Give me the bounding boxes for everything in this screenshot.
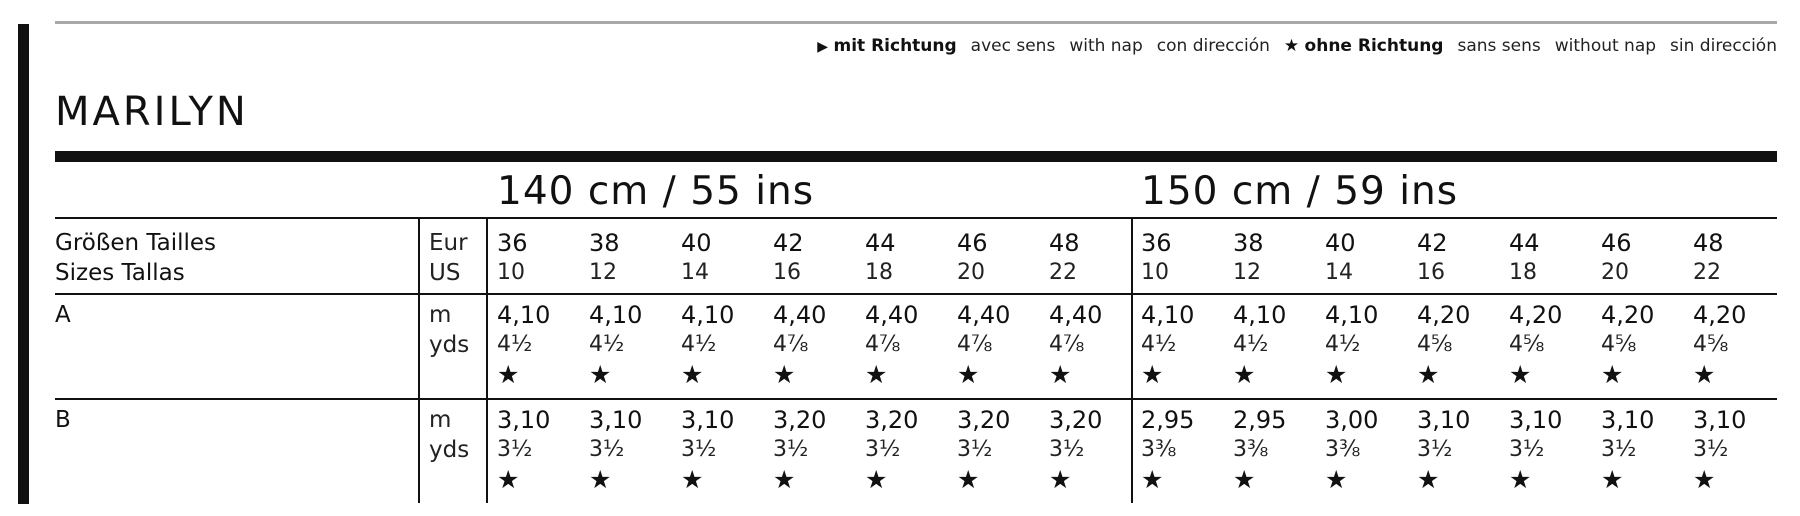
legend-text: mit Richtung bbox=[833, 36, 957, 56]
page-title: MARILYN bbox=[55, 89, 249, 135]
column-divider bbox=[1131, 217, 1133, 503]
eur-size: 42 bbox=[773, 229, 804, 257]
star-icon: ★ bbox=[957, 465, 980, 494]
yards-value: 4⅝ bbox=[1417, 332, 1453, 357]
legend-text: with nap bbox=[1069, 36, 1143, 56]
us-size: 22 bbox=[1049, 260, 1077, 285]
star-icon: ★ bbox=[957, 360, 980, 389]
eur-size: 44 bbox=[1509, 229, 1540, 257]
yards-value: 4⅝ bbox=[1601, 332, 1637, 357]
unit-label: yds bbox=[429, 437, 470, 463]
star-icon: ★ bbox=[865, 360, 888, 389]
eur-size: 36 bbox=[497, 229, 528, 257]
yards-value: 4½ bbox=[497, 332, 533, 357]
size-label: Sizes Tallas bbox=[55, 260, 185, 286]
star-icon: ★ bbox=[1283, 36, 1300, 56]
star-icon: ★ bbox=[497, 465, 520, 494]
meters-value: 2,95 bbox=[1233, 406, 1287, 434]
us-size: 20 bbox=[1601, 260, 1629, 285]
star-icon: ★ bbox=[865, 465, 888, 494]
view-label: B bbox=[55, 407, 71, 433]
meters-value: 4,10 bbox=[497, 301, 551, 329]
eur-size: 36 bbox=[1141, 229, 1172, 257]
meters-value: 3,20 bbox=[1049, 406, 1103, 434]
meters-value: 4,10 bbox=[1141, 301, 1195, 329]
yards-value: 4½ bbox=[1141, 332, 1177, 357]
view-label: A bbox=[55, 302, 71, 328]
meters-value: 3,10 bbox=[589, 406, 643, 434]
table-rule bbox=[55, 217, 1777, 219]
column-divider bbox=[486, 217, 488, 503]
yards-value: 4⅞ bbox=[1049, 332, 1085, 357]
size-label: Größen Tailles bbox=[55, 230, 217, 256]
eur-size: 46 bbox=[1601, 229, 1632, 257]
unit-label: m bbox=[429, 302, 452, 328]
us-size: 14 bbox=[681, 260, 709, 285]
meters-value: 4,40 bbox=[1049, 301, 1103, 329]
eur-size: 40 bbox=[1325, 229, 1356, 257]
left-margin-bar bbox=[18, 24, 29, 504]
nap-legend bbox=[817, 36, 1777, 56]
eur-size: 48 bbox=[1049, 229, 1080, 257]
meters-value: 3,10 bbox=[1693, 406, 1747, 434]
meters-value: 3,10 bbox=[497, 406, 551, 434]
star-icon: ★ bbox=[1693, 360, 1716, 389]
meters-value: 2,95 bbox=[1141, 406, 1195, 434]
with-nap-legend bbox=[817, 36, 956, 56]
unit-label: m bbox=[429, 407, 452, 433]
star-icon: ★ bbox=[497, 360, 520, 389]
meters-value: 3,00 bbox=[1325, 406, 1379, 434]
eur-size: 46 bbox=[957, 229, 988, 257]
table-rule bbox=[55, 293, 1777, 295]
eur-size: 38 bbox=[1233, 229, 1264, 257]
star-icon: ★ bbox=[1325, 360, 1348, 389]
star-icon: ★ bbox=[1693, 465, 1716, 494]
us-size: 16 bbox=[773, 260, 801, 285]
star-icon: ★ bbox=[681, 465, 704, 494]
star-icon: ★ bbox=[1049, 360, 1072, 389]
eur-size: 44 bbox=[865, 229, 896, 257]
star-icon: ★ bbox=[1417, 465, 1440, 494]
title-rule bbox=[55, 151, 1777, 162]
meters-value: 4,20 bbox=[1417, 301, 1471, 329]
meters-value: 4,10 bbox=[1325, 301, 1379, 329]
arrow-right-icon: ▶ bbox=[817, 39, 829, 55]
meters-value: 3,20 bbox=[773, 406, 827, 434]
yards-value: 3½ bbox=[1601, 437, 1637, 462]
star-icon: ★ bbox=[1601, 360, 1624, 389]
star-icon: ★ bbox=[1417, 360, 1440, 389]
legend-text: without nap bbox=[1554, 36, 1657, 56]
legend-text: sin dirección bbox=[1670, 36, 1777, 56]
yards-value: 3½ bbox=[773, 437, 809, 462]
star-icon: ★ bbox=[1601, 465, 1624, 494]
star-icon: ★ bbox=[589, 465, 612, 494]
star-icon: ★ bbox=[589, 360, 612, 389]
meters-value: 4,20 bbox=[1601, 301, 1655, 329]
star-icon: ★ bbox=[681, 360, 704, 389]
yards-value: 3⅜ bbox=[1141, 437, 1177, 462]
size-unit-label: US bbox=[429, 260, 461, 286]
size-unit-label: Eur bbox=[429, 230, 468, 256]
yards-value: 3½ bbox=[681, 437, 717, 462]
yards-value: 3½ bbox=[1509, 437, 1545, 462]
meters-value: 4,40 bbox=[773, 301, 827, 329]
yards-value: 4⅝ bbox=[1693, 332, 1729, 357]
yards-value: 4⅝ bbox=[1509, 332, 1545, 357]
meters-value: 3,10 bbox=[1417, 406, 1471, 434]
us-size: 18 bbox=[1509, 260, 1537, 285]
table-rule bbox=[55, 398, 1777, 400]
us-size: 12 bbox=[1233, 260, 1261, 285]
fabric-width-label: 140 cm / 55 ins bbox=[497, 169, 815, 214]
meters-value: 4,40 bbox=[865, 301, 919, 329]
eur-size: 48 bbox=[1693, 229, 1724, 257]
yards-value: 4½ bbox=[1233, 332, 1269, 357]
meters-value: 3,20 bbox=[865, 406, 919, 434]
yards-value: 3½ bbox=[1417, 437, 1453, 462]
star-icon: ★ bbox=[1141, 465, 1164, 494]
star-icon: ★ bbox=[1233, 465, 1256, 494]
us-size: 18 bbox=[865, 260, 893, 285]
meters-value: 4,10 bbox=[1233, 301, 1287, 329]
us-size: 16 bbox=[1417, 260, 1445, 285]
yards-value: 4½ bbox=[1325, 332, 1361, 357]
star-icon: ★ bbox=[1049, 465, 1072, 494]
yards-value: 3½ bbox=[1049, 437, 1085, 462]
meters-value: 3,10 bbox=[1601, 406, 1655, 434]
yards-value: 3½ bbox=[865, 437, 901, 462]
meters-value: 4,10 bbox=[589, 301, 643, 329]
star-icon: ★ bbox=[1509, 465, 1532, 494]
us-size: 20 bbox=[957, 260, 985, 285]
us-size: 10 bbox=[1141, 260, 1169, 285]
legend-text: avec sens bbox=[970, 36, 1056, 56]
yards-value: 4½ bbox=[681, 332, 717, 357]
eur-size: 40 bbox=[681, 229, 712, 257]
yards-value: 4⅞ bbox=[957, 332, 993, 357]
meters-value: 4,20 bbox=[1509, 301, 1563, 329]
meters-value: 4,20 bbox=[1693, 301, 1747, 329]
yards-value: 3½ bbox=[589, 437, 625, 462]
eur-size: 38 bbox=[589, 229, 620, 257]
star-icon: ★ bbox=[1233, 360, 1256, 389]
meters-value: 3,10 bbox=[681, 406, 735, 434]
top-rule bbox=[55, 21, 1777, 24]
yards-value: 3⅜ bbox=[1325, 437, 1361, 462]
star-icon: ★ bbox=[1141, 360, 1164, 389]
us-size: 22 bbox=[1693, 260, 1721, 285]
yards-value: 4⅞ bbox=[773, 332, 809, 357]
yards-value: 3½ bbox=[497, 437, 533, 462]
us-size: 12 bbox=[589, 260, 617, 285]
meters-value: 3,20 bbox=[957, 406, 1011, 434]
legend-text: con dirección bbox=[1156, 36, 1270, 56]
fabric-width-label: 150 cm / 59 ins bbox=[1141, 169, 1459, 214]
yards-value: 3½ bbox=[1693, 437, 1729, 462]
meters-value: 4,10 bbox=[681, 301, 735, 329]
column-divider bbox=[418, 217, 420, 503]
yards-value: 3⅜ bbox=[1233, 437, 1269, 462]
star-icon: ★ bbox=[773, 465, 796, 494]
eur-size: 42 bbox=[1417, 229, 1448, 257]
unit-label: yds bbox=[429, 332, 470, 358]
legend-text: sans sens bbox=[1457, 36, 1541, 56]
star-icon: ★ bbox=[1509, 360, 1532, 389]
star-icon: ★ bbox=[773, 360, 796, 389]
yards-value: 4½ bbox=[589, 332, 625, 357]
without-nap-legend bbox=[1284, 36, 1444, 56]
us-size: 14 bbox=[1325, 260, 1353, 285]
yards-value: 4⅞ bbox=[865, 332, 901, 357]
legend-text: ohne Richtung bbox=[1304, 36, 1444, 56]
star-icon: ★ bbox=[1325, 465, 1348, 494]
us-size: 10 bbox=[497, 260, 525, 285]
meters-value: 3,10 bbox=[1509, 406, 1563, 434]
meters-value: 4,40 bbox=[957, 301, 1011, 329]
yards-value: 3½ bbox=[957, 437, 993, 462]
